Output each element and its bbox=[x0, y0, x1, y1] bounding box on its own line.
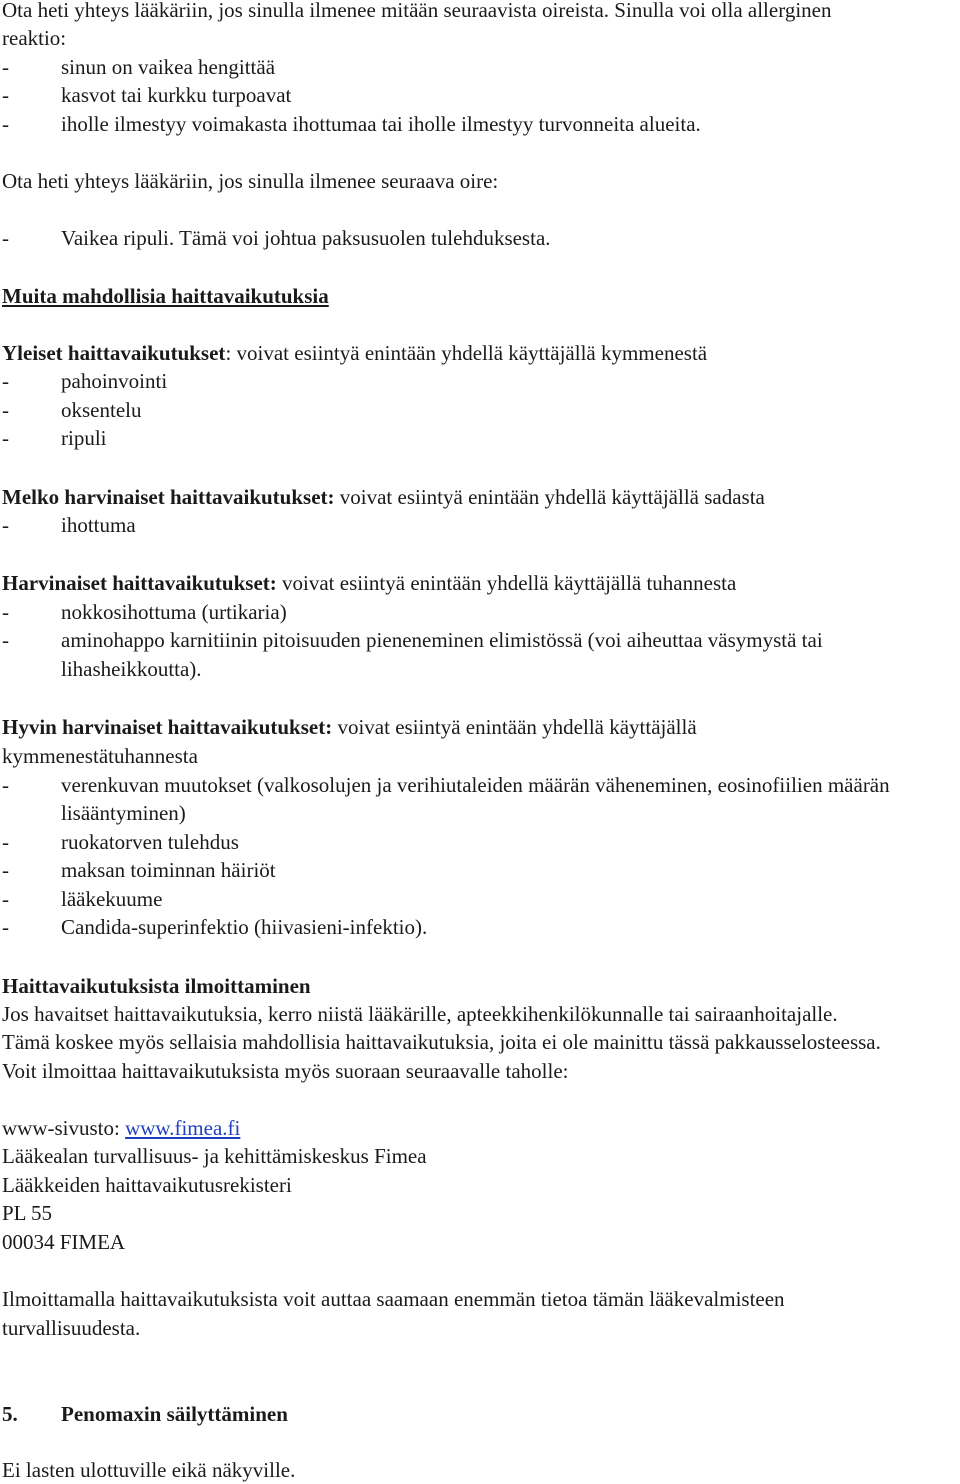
list-item-text: Vaikea ripuli. Tämä voi johtua paksusuolen tulehduksesta. bbox=[61, 226, 551, 250]
uncommon-heading bbox=[2, 483, 765, 511]
list-item-text: pahoinvointi bbox=[61, 369, 168, 393]
list-item bbox=[2, 885, 162, 913]
very-rare-title: Hyvin harvinaiset haittavaikutukset: bbox=[2, 715, 333, 739]
list-item-text: iholle ilmestyy voimakasta ihottumaa tai iholle ilmestyy turvonneita alueita. bbox=[61, 112, 701, 136]
list-item bbox=[2, 511, 136, 539]
dash: - bbox=[2, 773, 9, 797]
list-item bbox=[2, 913, 427, 941]
list-item-text: ruokatorven tulehdus bbox=[61, 830, 239, 854]
closing-line-2: turvallisuudesta. bbox=[2, 1316, 141, 1340]
fimea-link[interactable]: www.fimea.fi bbox=[125, 1116, 241, 1140]
website-line bbox=[2, 1114, 240, 1142]
list-item-text: ihottuma bbox=[61, 513, 136, 537]
second-warning-line: Ota heti yhteys lääkäriin, jos sinulla ilmenee seuraava oire: bbox=[2, 169, 499, 193]
dash: - bbox=[2, 426, 9, 450]
reporting-heading: Haittavaikutuksista ilmoittaminen bbox=[2, 974, 311, 998]
dash: - bbox=[2, 830, 9, 854]
reporting-line: Tämä koskee myös sellaisia mahdollisia haittavaikutuksia, joita ei ole mainittu tässä pakkausselosteessa. bbox=[2, 1030, 881, 1054]
dash: - bbox=[2, 55, 9, 79]
very-rare-desc: voivat esiintyä enintään yhdellä käyttäjällä bbox=[332, 715, 697, 739]
list-item-text: nokkosihottuma (urtikaria) bbox=[61, 600, 287, 624]
list-item-text: Candida-superinfektio (hiivasieni-infektio). bbox=[61, 915, 428, 939]
common-desc: : voivat esiintyä enintään yhdellä käyttäjällä kymmenestä bbox=[225, 341, 708, 365]
common-heading bbox=[2, 339, 707, 367]
list-item bbox=[2, 53, 275, 81]
uncommon-title: Melko harvinaiset haittavaikutukset: bbox=[2, 485, 335, 509]
list-item bbox=[2, 598, 287, 626]
dash: - bbox=[2, 226, 9, 250]
list-item bbox=[2, 626, 823, 654]
dash: - bbox=[2, 628, 9, 652]
list-item bbox=[2, 396, 141, 424]
list-item-text: sinun on vaikea hengittää bbox=[61, 55, 276, 79]
dash: - bbox=[2, 112, 9, 136]
list-item bbox=[2, 367, 167, 395]
section-heading: Muita mahdollisia haittavaikutuksia bbox=[2, 284, 329, 308]
dash: - bbox=[2, 887, 9, 911]
rare-desc: voivat esiintyä enintään yhdellä käyttäjällä tuhannesta bbox=[276, 571, 737, 595]
section-5-line: Ei lasten ulottuville eikä näkyville. bbox=[2, 1458, 296, 1482]
dash: - bbox=[2, 83, 9, 107]
dash: - bbox=[2, 600, 9, 624]
list-item bbox=[2, 81, 291, 109]
reporting-line: Jos havaitset haittavaikutuksia, kerro niistä lääkärille, apteekkihenkilökunnalle tai sairaanhoitajalle. bbox=[2, 1002, 838, 1026]
address-line: Lääkkeiden haittavaikutusrekisteri bbox=[2, 1173, 292, 1197]
very-rare-heading bbox=[2, 713, 697, 741]
reporting-line: Voit ilmoittaa haittavaikutuksista myös suoraan seuraavalle taholle: bbox=[2, 1059, 569, 1083]
list-item-text: kasvot tai kurkku turpoavat bbox=[61, 83, 292, 107]
list-item-text: lääkekuume bbox=[61, 887, 163, 911]
dash: - bbox=[2, 369, 9, 393]
list-item-continuation: lihasheikkoutta). bbox=[61, 657, 202, 681]
intro-line-1: Ota heti yhteys lääkäriin, jos sinulla ilmenee mitään seuraavista oireista. Sinulla voi olla allerginen bbox=[2, 0, 832, 22]
address-line: Lääkealan turvallisuus- ja kehittämiskeskus Fimea bbox=[2, 1144, 427, 1168]
list-item-continuation: lisääntyminen) bbox=[61, 801, 186, 825]
address-line: 00034 FIMEA bbox=[2, 1230, 126, 1254]
list-item bbox=[2, 424, 107, 452]
list-item-text: oksentelu bbox=[61, 398, 142, 422]
dash: - bbox=[2, 858, 9, 882]
very-rare-desc-line-2: kymmenestätuhannesta bbox=[2, 744, 198, 768]
rare-heading bbox=[2, 569, 736, 597]
rare-title: Harvinaiset haittavaikutukset: bbox=[2, 571, 277, 595]
section-title: Penomaxin säilyttäminen bbox=[61, 1402, 288, 1426]
dash: - bbox=[2, 513, 9, 537]
list-item bbox=[2, 771, 890, 799]
list-item bbox=[2, 828, 239, 856]
dash: - bbox=[2, 398, 9, 422]
common-title: Yleiset haittavaikutukset bbox=[2, 341, 226, 365]
list-item bbox=[2, 110, 701, 138]
list-item-text: ripuli bbox=[61, 426, 107, 450]
intro-line-2: reaktio: bbox=[2, 26, 67, 50]
list-item bbox=[2, 856, 276, 884]
website-label: www-sivusto: bbox=[2, 1116, 126, 1140]
list-item-text: maksan toiminnan häiriöt bbox=[61, 858, 276, 882]
closing-line-1: Ilmoittamalla haittavaikutuksista voit auttaa saamaan enemmän tietoa tämän lääkevalmisteen bbox=[2, 1287, 785, 1311]
address-line: PL 55 bbox=[2, 1201, 52, 1225]
list-item-text: verenkuvan muutokset (valkosolujen ja verihiutaleiden määrän väheneminen, eosinofiilien määrän bbox=[61, 773, 890, 797]
list-item-text: aminohappo karnitiinin pitoisuuden pieneneminen elimistössä (voi aiheuttaa väsymystä tai bbox=[61, 628, 823, 652]
section-5-heading bbox=[2, 1400, 288, 1428]
uncommon-desc: voivat esiintyä enintään yhdellä käyttäjällä sadasta bbox=[334, 485, 765, 509]
dash: - bbox=[2, 915, 9, 939]
section-number: 5. bbox=[2, 1402, 18, 1426]
list-item bbox=[2, 224, 551, 252]
